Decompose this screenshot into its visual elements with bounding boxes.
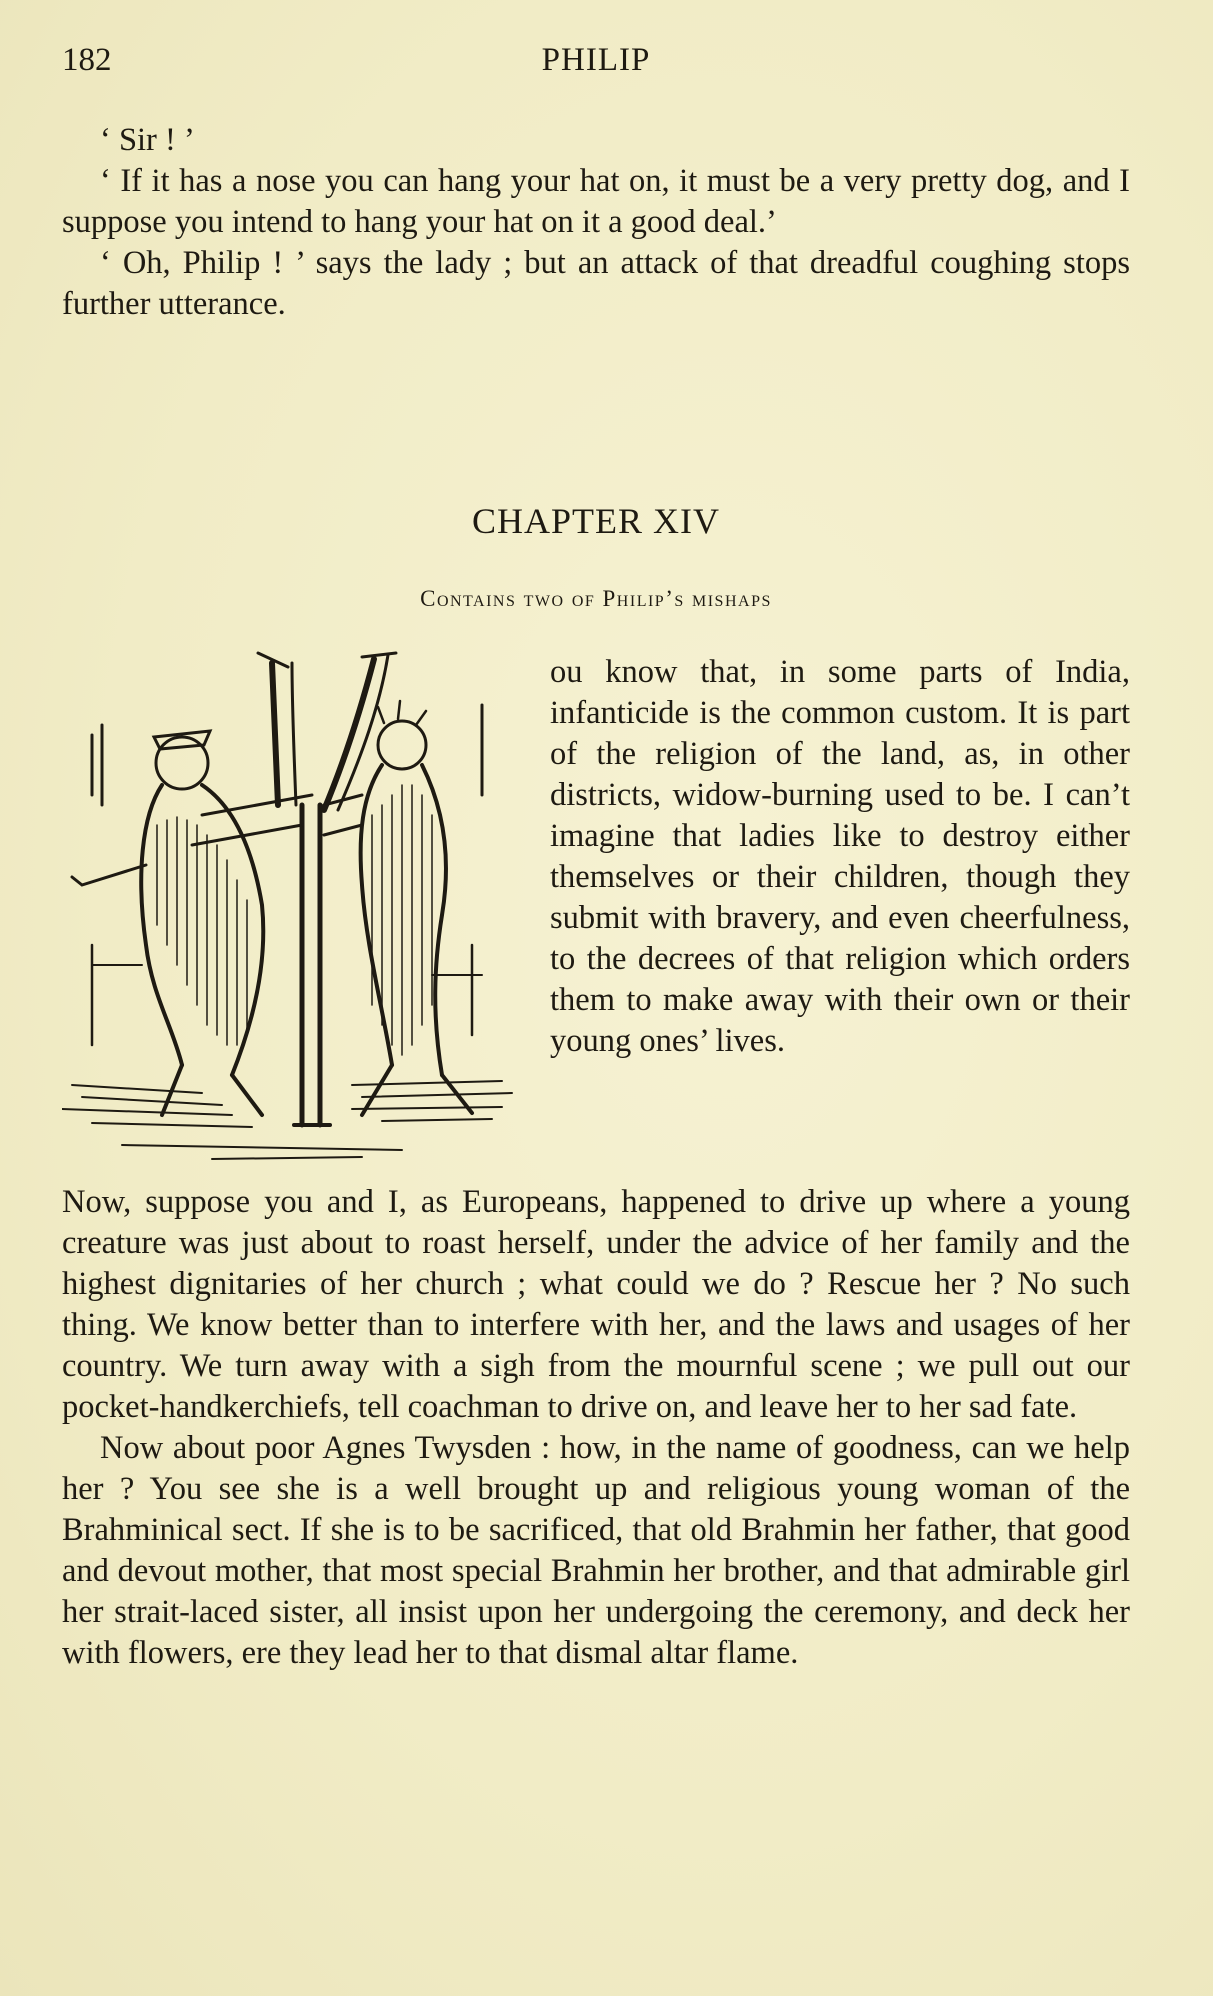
paragraph: ‘ If it has a nose you can hang your hat on, it must be a very pretty dog, and I suppose you intend to hang your hat on it a good deal.’ [62,163,1130,240]
page-header [62,42,1130,86]
paragraph: ‘ Oh, Philip ! ’ says the lady ; but an attack of that dreadful coughing stops further utterance. [62,245,1130,322]
paragraph: Now, suppose you and I, as Europeans, happened to drive up where a young creature was just about to roast herself, under the advice of her family and the highest dignitaries of her church ; what could we do ? Rescue her ? No such thing. We know better than to interfere with her, and the laws and usages of her country. We turn away with a sigh from the mournful scene ; we pull out our pocket-handkerchiefs, tell coachman to drive on, and leave her to her sad fate. [62,1184,1130,1425]
paragraph: ‘ Sir ! ’ [100,122,195,158]
chapter-title: CHAPTER XIV [471,501,720,541]
paragraph: ou know that, in some parts of India, infanticide is the common custom. It is part of the religion of the land, as, in other districts, widow-burning used to be. I can’t imagine that ladies like to destroy either themselves or their children, though they submit with bravery, and even cheerfulness, to the decrees of that religion which orders them to make away with their own or their young ones’ lives. [550,654,1130,1059]
drop-cap-space [62,652,550,1172]
chapter-opening-paragraph [62,652,1130,1172]
chapter-subtitle: Contains two of Philip’s mishaps [420,586,772,611]
dialogue-block [62,120,1130,325]
paragraph: Now about poor Agnes Twysden : how, in the name of goodness, can we help her ? You see she is a well brought up and religious young woman of the Brahminical sect. If she is to be sacrificed, that old Brahmin her father, that good and devout mother, that most special Brahmin her brother, and that admirable girl her strait-laced sister, all insist upon her undergoing the ceremony, and deck her with flowers, ere they lead her to that dismal altar flame. [62,1430,1130,1671]
page-number: 182 [62,42,112,78]
chapter-body [62,1182,1130,1674]
running-title: PHILIP [541,42,651,78]
